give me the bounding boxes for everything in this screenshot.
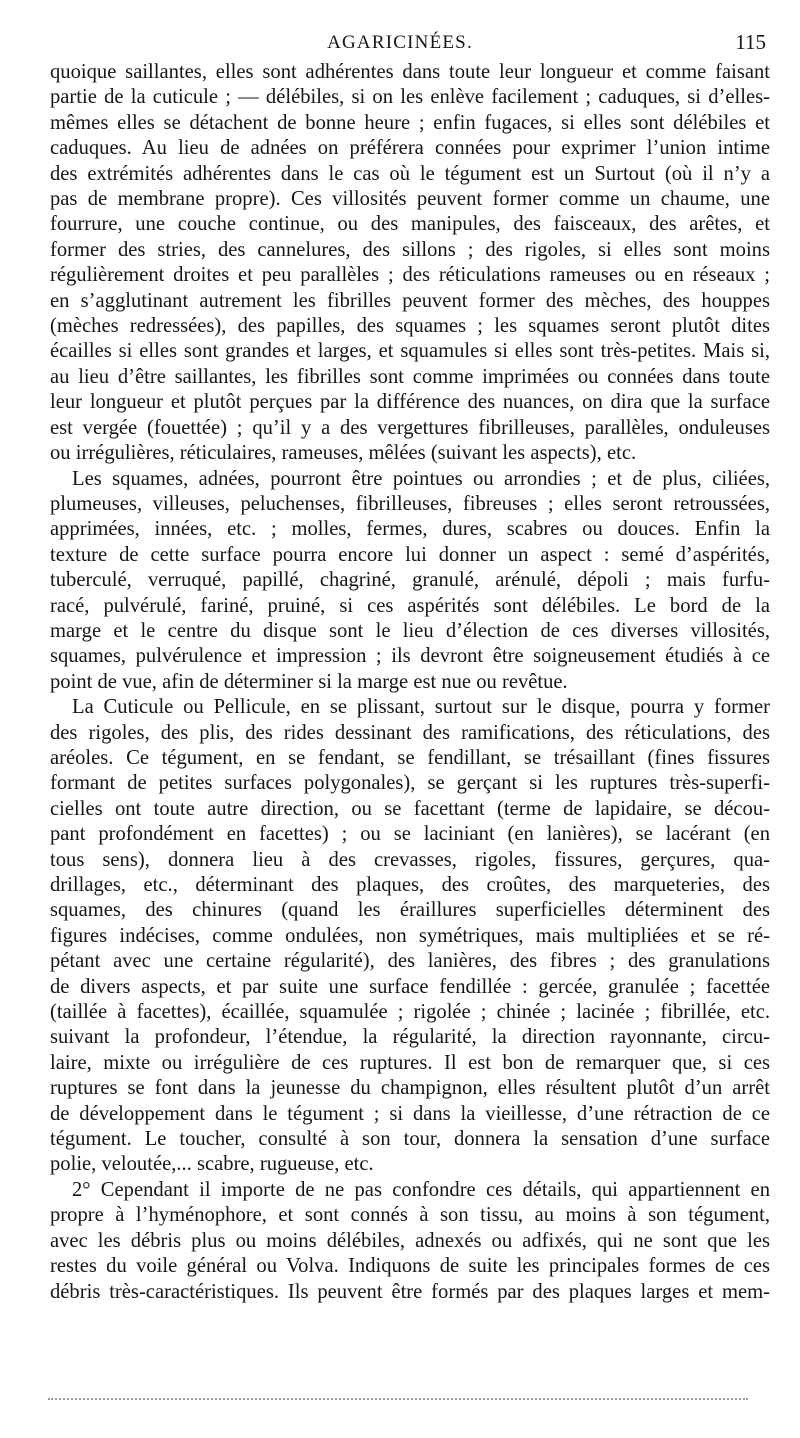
text-line: ou irrégulières, réticulaires, rameuses, mêlées (suivant les aspects), etc.: [50, 442, 637, 465]
text-line: (mèches redressées), des papilles, des squames ; les squames seront plutôt dites: [50, 315, 770, 338]
text-line: squames, des chinures (quand les éraillures superficielles déterminent des: [50, 899, 770, 922]
text-line: pas de membrane propre). Ces villosités peuvent former comme un chaume, une: [50, 188, 770, 211]
text-line: La Cuticule ou Pellicule, en se plissant, surtout sur le disque, pourra y former: [72, 696, 770, 719]
text-line: débris très-caractéristiques. Ils peuvent être formés par des plaques larges et mem-: [50, 1280, 770, 1303]
page-number: 115: [735, 30, 766, 54]
text-line: des rigoles, des plis, des rides dessinant des ramifications, des réticulations, des: [50, 721, 770, 744]
text-line: tous sens), donnera lieu à des crevasses, rigoles, fissures, gerçures, qua-: [50, 848, 770, 871]
text-line: en s’agglutinant autrement les fibrilles peuvent former des mèches, des houppes: [50, 289, 770, 312]
text-line: caduques. Au lieu de adnées on préférera connées pour exprimer l’union intime: [50, 137, 770, 160]
text-line: leur longueur et plutôt perçues par la différence des nuances, on dira que la surface: [50, 391, 770, 414]
text-line: écailles si elles sont grandes et larges, et squamules si elles sont très-petites. Mais si,: [50, 340, 770, 363]
text-line: racé, pulvérulé, fariné, pruiné, si ces aspérités sont délébiles. Le bord de la: [50, 594, 770, 617]
text-line: polie, veloutée,... scabre, rugueuse, etc.: [50, 1153, 374, 1176]
text-line: former des stries, des cannelures, des sillons ; des rigoles, si elles sont moins: [50, 238, 770, 261]
paragraph-3: [50, 695, 770, 1178]
text-line: tuberculé, verruqué, papillé, chagriné, granulé, arénulé, dépoli ; mais furfu-: [50, 569, 770, 592]
text-line: squames, pulvérulence et impression ; ils devront être soigneusement étudiés à ce: [50, 645, 770, 668]
text-line: drillages, etc., déterminant des plaques, des croûtes, des marqueteries, des: [50, 874, 770, 896]
running-title: AGARICINÉES.: [327, 32, 473, 53]
text-line: suivant la profondeur, l’étendue, la régularité, la direction rayonnante, circu-: [50, 1026, 770, 1049]
text-line: pant profondément en facettes) ; ou se laciniant (en lanières), se lacérant (en: [50, 823, 770, 846]
text-line: régulièrement droites et peu parallèles ; des réticulations rameuses ou en réseaux ;: [50, 264, 770, 287]
page-bottom-rule: [48, 1398, 748, 1400]
paragraph-1: [50, 60, 770, 467]
text-line: pétant avec une certaine régularité), des lanières, des fibres ; des granulations: [50, 950, 770, 973]
text-line: (taillée à facettes), écaillée, squamulée ; rigolée ; chinée ; lacinée ; fibrillée, etc.: [50, 1001, 770, 1024]
text-line: tégument. Le toucher, consulté à son tour, donnera la sensation d’une surface: [50, 1128, 770, 1151]
text-line: laire, mixte ou irrégulière de ces ruptures. Il est bon de remarquer que, si ces: [50, 1051, 770, 1074]
text-line: propre à l’hyménophore, et sont connés à son tissu, au moins à son tégument,: [50, 1204, 770, 1227]
text-line: marge et le centre du disque sont le lieu d’élection de ces diverses villosités,: [50, 619, 770, 642]
text-line: au lieu d’être saillantes, les fibrilles sont comme imprimées ou connées dans toute: [50, 365, 770, 388]
text-line: plumeuses, villeuses, peluchenses, fibrilleuses, fibreuses ; elles seront retroussées,: [50, 492, 770, 515]
text-line: mêmes elles se détachent de bonne heure ; enfin fugaces, si elles sont délébiles et: [50, 111, 770, 134]
paragraph-2: [50, 467, 770, 696]
text-line: fourrure, une couche continue, ou des manipules, des faisceaux, des arêtes, et: [50, 213, 770, 236]
text-line: apprimées, innées, etc. ; molles, fermes, dures, scabres ou douces. Enfin la: [50, 518, 770, 541]
text-line: cielles ont toute autre direction, ou se facettant (terme de lapidaire, se décou-: [50, 797, 770, 820]
paragraph-4: [50, 1178, 770, 1305]
text-line: de développement dans le tégument ; si dans la vieillesse, d’une rétraction de ce: [50, 1102, 770, 1125]
text-line: quoique saillantes, elles sont adhérentes dans toute leur longueur et comme faisant: [50, 61, 770, 83]
text-line: ruptures se font dans la jeunesse du champignon, elles résultent plutôt d’un arrêt: [50, 1077, 770, 1100]
text-line: est vergée (fouettée) ; qu’il y a des vergettures fibrilleuses, parallèles, onduleuses: [50, 416, 770, 439]
text-line: des extrémités adhérentes dans le cas où le tégument est un Surtout (où il n’y a: [50, 162, 770, 185]
text-line: point de vue, afin de déterminer si la marge est nue ou revêtue.: [50, 670, 568, 693]
text-line: texture de cette surface pourra encore lui donner un aspect : semé d’aspérités,: [50, 543, 770, 566]
text-line: figures indécises, comme ondulées, non symétriques, mais multipliées et se ré-: [50, 924, 770, 947]
text-line: aréoles. Ce tégument, en se fendant, se fendillant, se trésaillant (fines fissures: [50, 746, 770, 769]
page-header: [0, 28, 800, 56]
body-text: [50, 60, 770, 1305]
text-line: restes du voile général ou Volva. Indiquons de suite les principales formes de ces: [50, 1255, 770, 1278]
text-line: avec les débris plus ou moins délébiles, adnexés ou adfixés, qui ne sont que les: [50, 1229, 770, 1252]
text-line: de divers aspects, et par suite une surface fendillée : gercée, granulée ; facettée: [50, 975, 770, 998]
text-line: 2° Cependant il importe de ne pas confondre ces détails, qui appartiennent en: [72, 1178, 770, 1201]
text-line: formant de petites surfaces polygonales), se gerçant si les ruptures très-superfi-: [50, 772, 770, 795]
text-line: Les squames, adnées, pourront être pointues ou arrondies ; et de plus, ciliées,: [72, 467, 770, 490]
text-line: partie de la cuticule ; — délébiles, si on les enlève facilement ; caduques, si d’elles-: [50, 86, 770, 109]
